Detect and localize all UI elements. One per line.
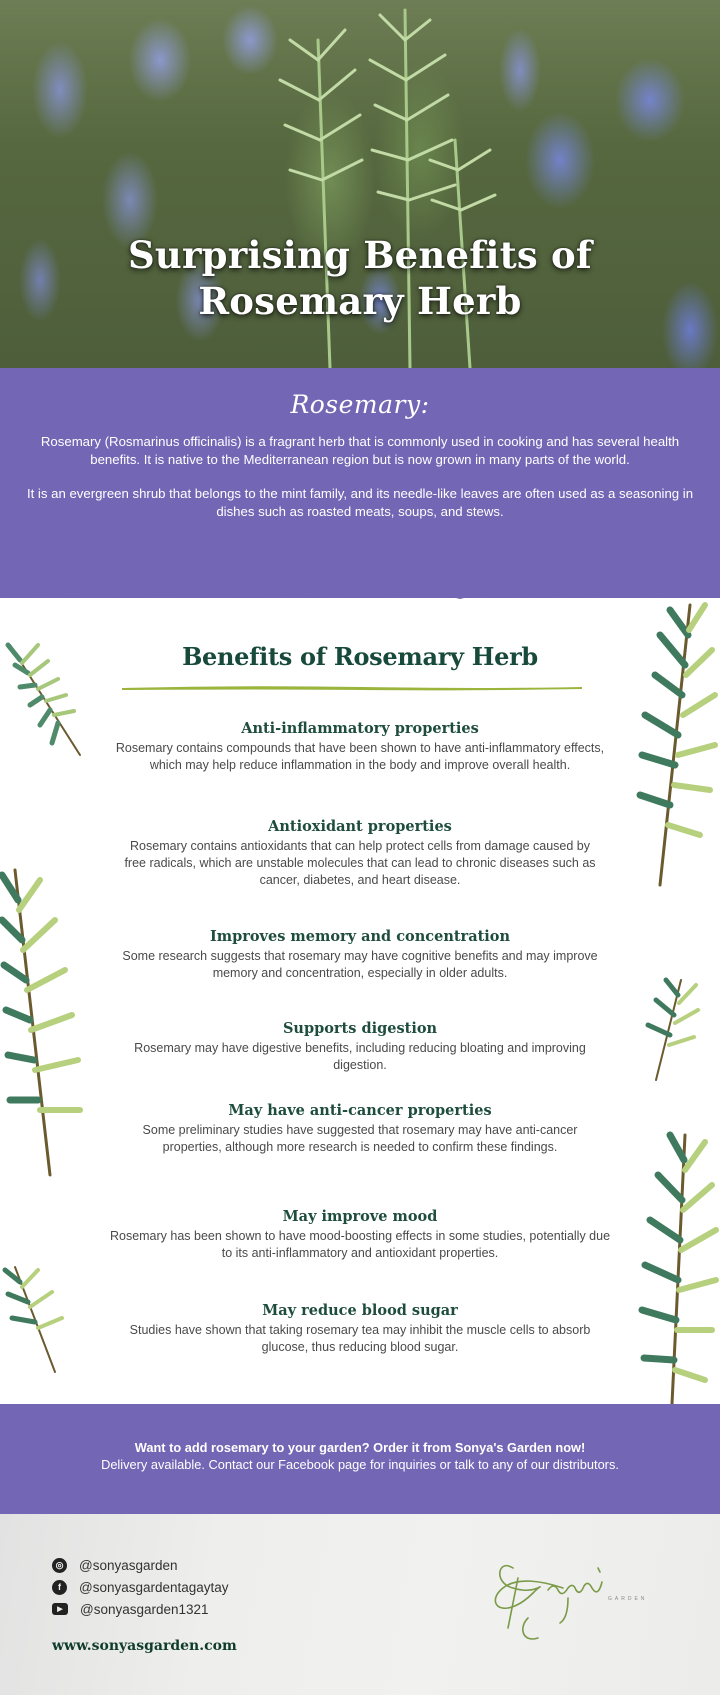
sonyas-garden-logo	[478, 1548, 678, 1648]
facebook-icon: f	[52, 1580, 67, 1595]
benefit-text: Rosemary may have digestive benefits, including reducing bloating and improving digestion.	[134, 1041, 586, 1072]
benefits-title: Benefits of Rosemary Herb	[182, 642, 538, 671]
torn-paper-edge	[0, 582, 720, 612]
social-links	[52, 1554, 229, 1620]
benefit-text: Studies have shown that taking rosemary tea may inhibit the muscle cells to absorb glucose, thus reducing blood sugar.	[129, 1323, 591, 1354]
hero-title-line1: Surprising Benefits of	[127, 233, 593, 277]
benefit-text: Some preliminary studies have suggested that rosemary may have anti-cancer properties, although more research is needed to confirm these findings.	[142, 1123, 578, 1154]
rosemary-sprig-icon	[630, 1130, 720, 1450]
instagram-icon: ◎	[52, 1558, 67, 1573]
logo-subtext: GARDEN	[608, 1596, 648, 1602]
intro-paragraph-1: Rosemary (Rosmarinus officinalis) is a fragrant herb that is commonly used in cooking and has several health benefits. It is native to the Mediterranean region but is now grown in many parts of the world.	[40, 434, 680, 467]
social-handle: @sonyasgarden	[79, 1557, 178, 1573]
benefit-heading: May improve mood	[282, 1208, 438, 1225]
social-link-youtube[interactable]	[52, 1598, 229, 1620]
rosemary-sprig-icon	[0, 1262, 70, 1377]
benefit-item	[90, 1302, 630, 1356]
website-link[interactable]: www.sonyasgarden.com	[52, 1638, 237, 1654]
social-handle: @sonyasgarden1321	[80, 1601, 209, 1617]
benefit-heading: Improves memory and concentration	[209, 928, 511, 945]
brush-stroke-divider	[122, 684, 582, 692]
benefit-item	[90, 928, 630, 982]
rosemary-sprig-icon	[0, 625, 90, 765]
benefit-text: Some research suggests that rosemary may have cognitive benefits and may improve memory and concentration, especially in older adults.	[122, 949, 598, 980]
footer	[0, 1514, 720, 1695]
hero-title	[0, 232, 720, 324]
benefit-heading: Supports digestion	[282, 1020, 438, 1037]
benefit-text: Rosemary has been shown to have mood-boosting effects in some studies, potentially due to its anti-inflammatory and antioxidant properties.	[109, 1229, 611, 1260]
hero-banner	[0, 0, 720, 368]
benefit-heading: Anti-inflammatory properties	[241, 720, 479, 737]
cta-body: Delivery available. Contact our Facebook page for inquiries or talk to any of our distributors.	[101, 1457, 619, 1472]
benefit-text: Rosemary contains compounds that have been shown to have anti-inflammatory effects, which may help reduce inflammation in the body and improve overall health.	[115, 741, 605, 772]
benefit-item	[90, 720, 630, 774]
benefit-item	[90, 1020, 630, 1074]
rosemary-sprig-icon	[0, 860, 95, 1180]
cta-banner	[0, 1404, 720, 1514]
benefit-item	[90, 1102, 630, 1156]
hero-title-line2: Rosemary Herb	[198, 279, 522, 323]
social-handle: @sonyasgardentagaytay	[79, 1579, 229, 1595]
social-link-facebook[interactable]	[52, 1576, 229, 1598]
benefit-heading: May reduce blood sugar	[262, 1302, 458, 1319]
benefit-item	[90, 818, 630, 889]
rosemary-sprig-icon	[630, 595, 720, 895]
rosemary-sprig-icon	[636, 975, 706, 1085]
benefit-heading: May have anti-cancer properties	[228, 1102, 492, 1119]
intro-paragraph-2: It is an evergreen shrub that belongs to the mint family, and its needle-like leaves are often used as a seasoning in dishes such as roasted meats, soups, and stews.	[26, 486, 694, 519]
intro-section	[0, 368, 720, 598]
benefit-heading: Antioxidant properties	[268, 818, 452, 835]
social-link-instagram[interactable]	[52, 1554, 229, 1576]
youtube-icon: ▶	[52, 1603, 68, 1615]
benefit-item	[90, 1208, 630, 1262]
intro-title: Rosemary:	[290, 390, 430, 419]
cta-headline: Want to add rosemary to your garden? Order it from Sonya's Garden now!	[134, 1440, 586, 1455]
benefit-text: Rosemary contains antioxidants that can help protect cells from damage caused by free radicals, which are unstable molecules that can lead to chronic diseases such as cancer, diabetes, and heart disease.	[124, 839, 596, 887]
